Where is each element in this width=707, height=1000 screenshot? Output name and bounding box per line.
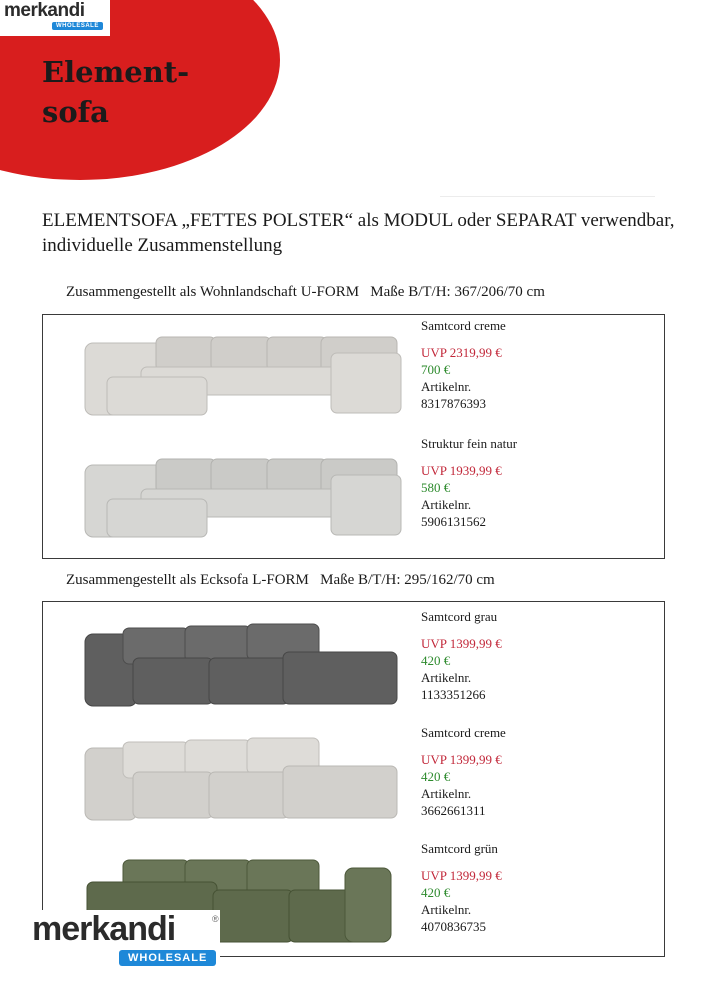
article-label: Artikelnr.	[421, 379, 472, 394]
page-headline: Element- sofa	[42, 55, 190, 129]
product-uvp: UVP 1399,99 €	[421, 752, 502, 767]
sofa-l-form-grau-image	[83, 622, 403, 712]
product-samtcord-creme-l	[421, 724, 506, 819]
sofa-body	[85, 337, 401, 415]
article-label: Artikelnr.	[421, 902, 472, 917]
product-box-u-form	[42, 314, 665, 559]
registered-icon: ®	[212, 914, 219, 924]
product-samtcord-gruen-l	[421, 840, 502, 935]
article-label: Artikelnr.	[421, 497, 472, 512]
article-label: Artikelnr.	[421, 670, 472, 685]
product-samtcord-grau-l	[421, 608, 502, 703]
product-uvp: UVP 1399,99 €	[421, 636, 502, 651]
product-price: 420 €	[421, 885, 451, 900]
product-name: Samtcord creme	[421, 318, 506, 333]
logo-wordmark: merkandi	[4, 0, 85, 21]
article-label: Artikelnr.	[421, 786, 472, 801]
logo-badge: WHOLESALE	[52, 22, 103, 30]
product-uvp: UVP 2319,99 €	[421, 345, 502, 360]
article-number: 4070836735	[421, 919, 486, 934]
sofa-l-form-creme-image	[83, 736, 403, 826]
sofa-body	[85, 459, 401, 537]
product-price: 420 €	[421, 769, 451, 784]
product-samtcord-creme-u	[421, 317, 506, 412]
product-name: Struktur fein natur	[421, 436, 518, 451]
sofa-u-form-natur-image	[81, 453, 405, 541]
product-name: Samtcord creme	[421, 725, 506, 740]
merkandi-logo-top	[0, 0, 110, 36]
sofa-u-form-creme-image	[81, 331, 405, 419]
intro-text: ELEMENTSOFA „FETTES POLSTER“ als MODUL oder SEPARAT verwendbar, individuelle Zusammenstellung	[42, 210, 675, 256]
product-box-l-form	[42, 601, 665, 957]
product-uvp: UVP 1939,99 €	[421, 463, 502, 478]
product-uvp: UVP 1399,99 €	[421, 868, 502, 883]
section-title-l-form: Zusammengestellt als Ecksofa L-FORM Maße B/T/H: 295/162/70 cm	[66, 572, 495, 588]
logo-badge: WHOLESALE	[119, 950, 216, 966]
merkandi-logo-bottom	[22, 910, 220, 970]
article-number: 8317876393	[421, 396, 486, 411]
section-title-u-form: Zusammengestellt als Wohnlandschaft U-FORM Maße B/T/H: 367/206/70 cm	[66, 284, 545, 300]
article-number: 5906131562	[421, 514, 486, 529]
sofa-body	[85, 624, 397, 706]
divider	[440, 196, 655, 197]
product-price: 700 €	[421, 362, 451, 377]
article-number: 3662661311	[421, 803, 486, 818]
product-price: 420 €	[421, 653, 451, 668]
article-number: 1133351266	[421, 687, 486, 702]
product-struktur-natur-u	[421, 435, 517, 530]
product-price: 580 €	[421, 480, 451, 495]
sofa-body	[85, 738, 397, 820]
product-name: Samtcord grau	[421, 609, 498, 624]
product-name: Samtcord grün	[421, 841, 498, 856]
logo-wordmark: merkandi	[32, 910, 176, 948]
